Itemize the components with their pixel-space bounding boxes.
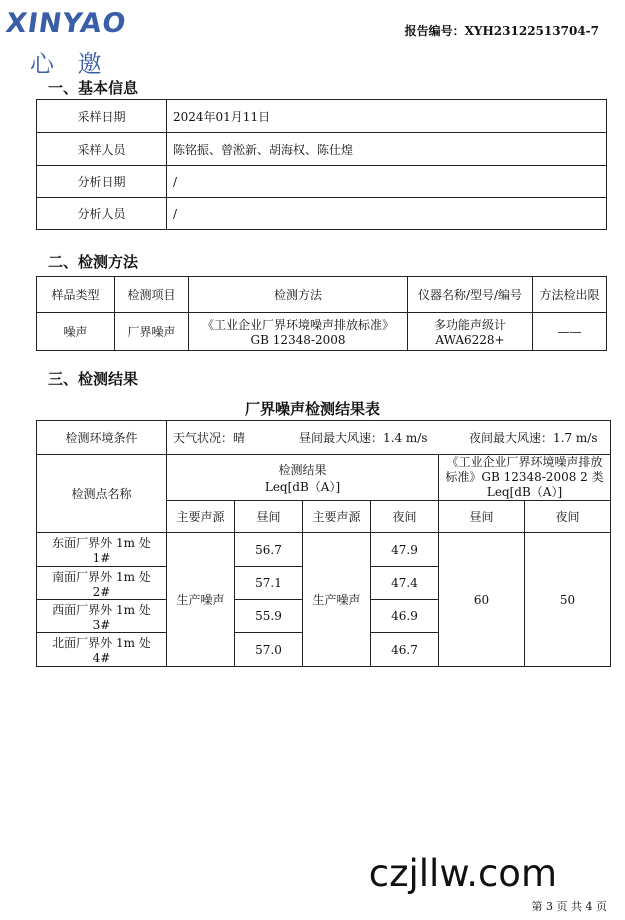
table-header-row <box>37 455 611 501</box>
point-name: 北面厂界外 1m 处 4# <box>37 633 167 667</box>
instrument <box>408 313 533 351</box>
column-header: 夜间 <box>371 501 439 533</box>
method-standard-name: 《工业企业厂界环境噪声排放标准》 <box>201 318 394 332</box>
company-logo-text: XINYAO <box>3 8 129 39</box>
standard-header-line: 《工业企业厂界环境噪声排放 <box>446 455 603 469</box>
column-header: 仪器名称/型号/编号 <box>408 277 533 313</box>
day-value: 57.1 <box>235 567 303 600</box>
noise-results-table <box>36 420 611 667</box>
basic-info-label: 采样人员 <box>37 133 167 166</box>
table-header-row <box>37 277 607 313</box>
standard-header-line: 标准》GB 12348-2008 2 类 <box>445 470 604 484</box>
basic-info-label: 采样日期 <box>37 100 167 133</box>
table-row <box>37 166 607 198</box>
basic-info-value: 2024年01月11日 <box>167 100 607 133</box>
column-header: 方法检出限 <box>533 277 607 313</box>
basic-info-value: / <box>167 166 607 198</box>
night-value: 47.9 <box>371 533 439 567</box>
table-row <box>37 100 607 133</box>
method-standard-code: GB 12348-2008 <box>250 333 346 347</box>
standard-header <box>439 455 611 501</box>
site-watermark: czjllw.com <box>368 852 557 895</box>
point-name: 南面厂界外 1m 处 2# <box>37 567 167 600</box>
detection-limit: —— <box>533 313 607 351</box>
day-value: 56.7 <box>235 533 303 567</box>
instrument-name: 多功能声级计 <box>433 318 506 332</box>
limit-day: 60 <box>439 533 525 667</box>
point-name-header: 检测点名称 <box>37 455 167 533</box>
day-main-source: 生产噪声 <box>167 533 235 667</box>
basic-info-label: 分析日期 <box>37 166 167 198</box>
weather-status: 天气状况：晴 <box>173 431 246 445</box>
company-logo-chinese: 心 邀 <box>30 50 110 78</box>
night-value: 46.9 <box>371 600 439 633</box>
result-header <box>167 455 439 501</box>
limit-night: 50 <box>525 533 611 667</box>
column-header: 昼间 <box>235 501 303 533</box>
column-header: 昼间 <box>439 501 525 533</box>
table-row <box>37 313 607 351</box>
night-wind-speed: 夜间最大风速：1.7 m/s <box>469 431 598 445</box>
column-header: 检测方法 <box>189 277 408 313</box>
method-table <box>36 276 607 351</box>
basic-info-table <box>36 99 607 230</box>
section-results-title: 三、检测结果 <box>48 370 139 388</box>
day-value: 55.9 <box>235 600 303 633</box>
day-wind-speed: 昼间最大风速：1.4 m/s <box>299 431 428 445</box>
column-header: 夜间 <box>525 501 611 533</box>
page-number: 第 3 页 共 4 页 <box>531 900 607 913</box>
test-item: 厂界噪声 <box>115 313 189 351</box>
results-table-title: 厂界噪声检测结果表 <box>244 400 380 418</box>
result-header-title: 检测结果 <box>278 462 327 477</box>
section-basic-info-title: 一、基本信息 <box>48 79 139 97</box>
result-header-unit: Leq[dB（A）] <box>264 479 341 494</box>
night-value: 46.7 <box>371 633 439 667</box>
table-row <box>37 198 607 230</box>
column-header: 主要声源 <box>167 501 235 533</box>
instrument-model: AWA6228+ <box>435 333 505 347</box>
env-condition-label: 检测环境条件 <box>37 421 167 455</box>
column-header: 主要声源 <box>303 501 371 533</box>
table-row <box>37 533 611 567</box>
standard-header-unit: Leq[dB（A）] <box>486 485 563 499</box>
point-name: 西面厂界外 1m 处 3# <box>37 600 167 633</box>
column-header: 样品类型 <box>37 277 115 313</box>
night-value: 47.4 <box>371 567 439 600</box>
point-name: 东面厂界外 1m 处 1# <box>37 533 167 567</box>
report-number: 报告编号：XYH23122513704-7 <box>404 24 599 38</box>
sample-type: 噪声 <box>37 313 115 351</box>
table-row <box>37 133 607 166</box>
night-main-source: 生产噪声 <box>303 533 371 667</box>
basic-info-value: / <box>167 198 607 230</box>
basic-info-value: 陈铭振、曾淞新、胡海权、陈仕煌 <box>167 133 607 166</box>
basic-info-label: 分析人员 <box>37 198 167 230</box>
section-method-title: 二、检测方法 <box>48 253 139 271</box>
column-header: 检测项目 <box>115 277 189 313</box>
test-method <box>189 313 408 351</box>
env-condition-row <box>37 421 611 455</box>
day-value: 57.0 <box>235 633 303 667</box>
env-condition-values <box>167 421 611 455</box>
